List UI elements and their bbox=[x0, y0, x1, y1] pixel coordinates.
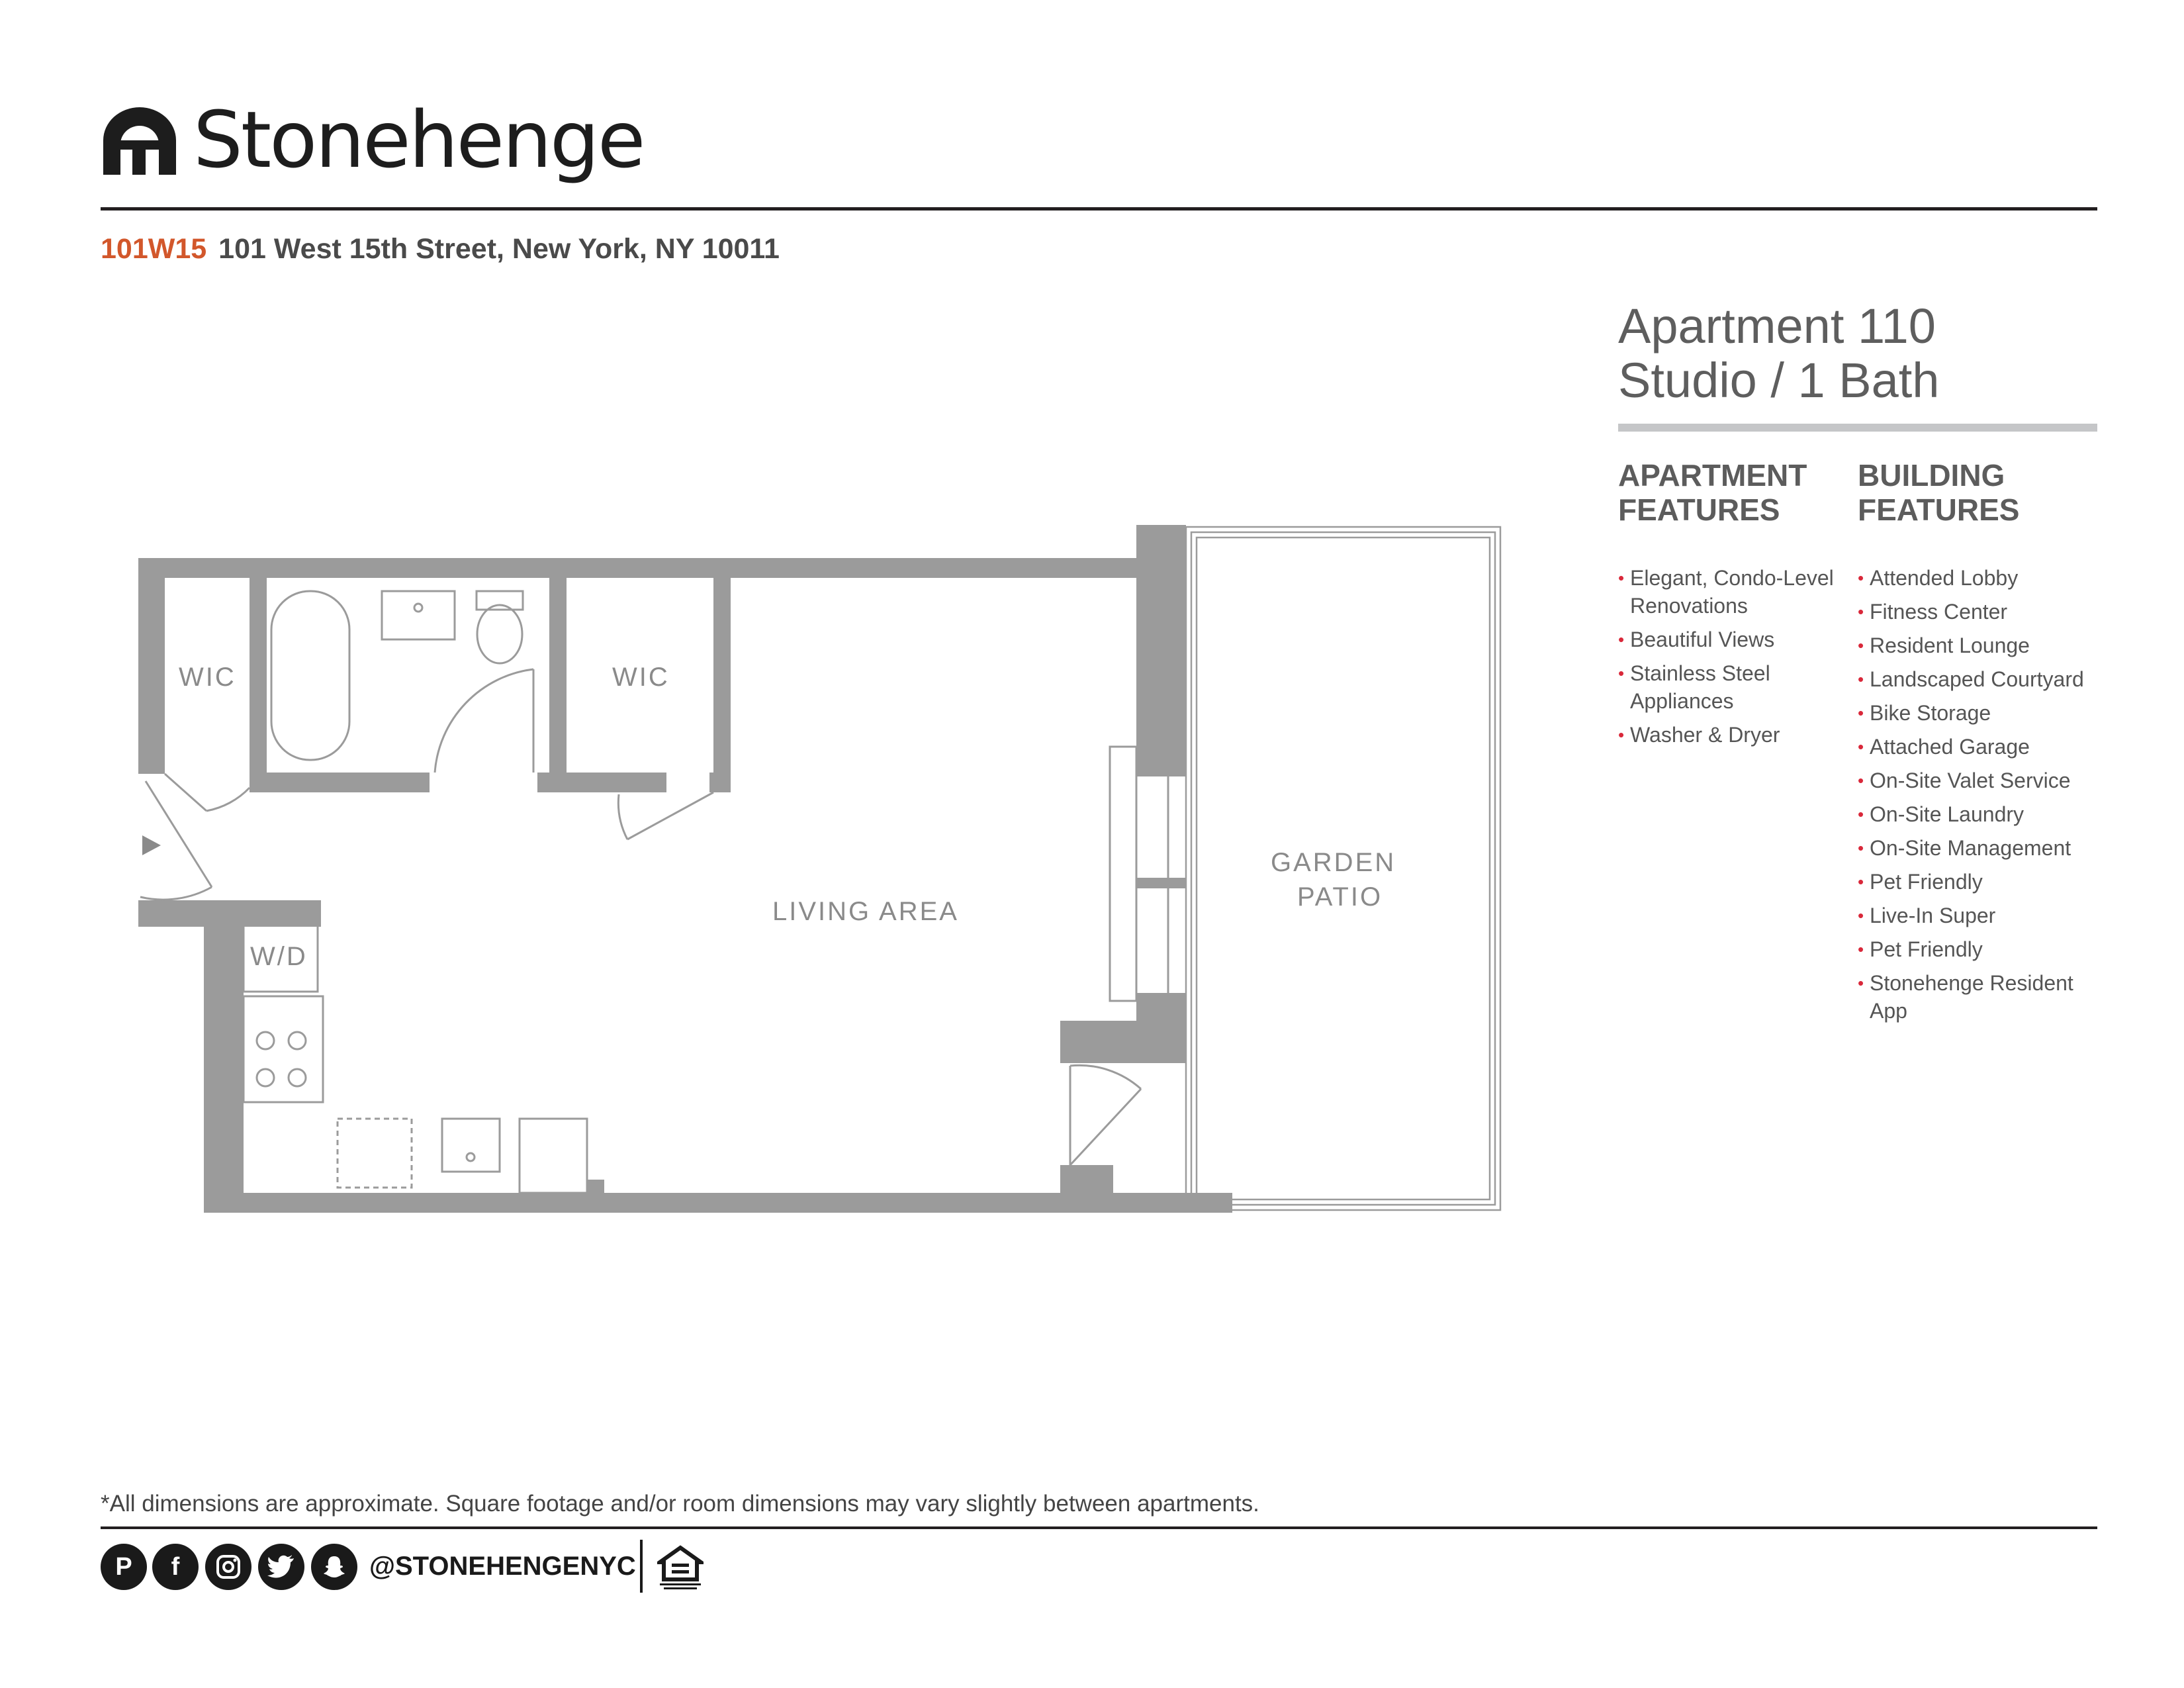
dishwasher bbox=[520, 1119, 587, 1193]
room-label-wic-right: WIC bbox=[612, 663, 670, 692]
social-handle[interactable]: @STONEHENGENYC bbox=[369, 1552, 636, 1581]
washer-dryer bbox=[244, 919, 318, 992]
list-item: • Resident Lounge bbox=[1858, 632, 2099, 659]
footer-vertical-divider bbox=[640, 1540, 643, 1593]
list-item: • Beautiful Views bbox=[1618, 626, 1846, 653]
snapchat-icon[interactable] bbox=[311, 1544, 357, 1590]
equal-housing-opportunity-icon bbox=[657, 1545, 704, 1591]
address-line bbox=[101, 233, 780, 265]
title-divider bbox=[1618, 424, 2097, 432]
bathroom-sink bbox=[382, 591, 455, 639]
building-features-list bbox=[1858, 564, 2099, 1031]
toilet-tank bbox=[477, 591, 523, 610]
walls bbox=[138, 525, 1232, 1213]
property-address: 101 West 15th Street, New York, NY 10011 bbox=[218, 233, 780, 265]
list-item: • Attended Lobby bbox=[1858, 564, 2099, 592]
instagram-icon[interactable] bbox=[205, 1544, 251, 1590]
room-labels bbox=[179, 663, 1396, 971]
room-label-wic-left: WIC bbox=[179, 663, 236, 692]
toilet-bowl bbox=[477, 605, 522, 663]
wall bbox=[588, 1180, 604, 1213]
apartment-features-heading-line2: FEATURES bbox=[1618, 492, 1780, 527]
list-item: • Landscaped Courtyard bbox=[1858, 665, 2099, 693]
kitchen-sink bbox=[442, 1119, 500, 1172]
twitter-icon[interactable] bbox=[258, 1544, 304, 1590]
list-item: • Attached Garage bbox=[1858, 733, 2099, 761]
wall bbox=[204, 1193, 1232, 1213]
wic-right-door-swing bbox=[618, 792, 713, 839]
facebook-icon[interactable]: f bbox=[152, 1544, 199, 1590]
wall bbox=[138, 900, 321, 927]
entry-door-swing bbox=[140, 781, 212, 900]
room-label-wd: W/D bbox=[250, 942, 308, 971]
room-label-garden: GARDEN bbox=[1271, 848, 1396, 877]
list-item: • Pet Friendly bbox=[1858, 935, 2099, 963]
apartment-features-list bbox=[1618, 564, 1846, 755]
list-item: • Bike Storage bbox=[1858, 699, 2099, 727]
wall bbox=[1136, 878, 1186, 888]
wall bbox=[1136, 993, 1186, 1063]
fixtures bbox=[140, 591, 1168, 1193]
wic-left-door-swing bbox=[165, 774, 250, 811]
property-code: 101W15 bbox=[101, 233, 207, 265]
footer-divider bbox=[101, 1526, 2097, 1529]
list-item: • On-Site Laundry bbox=[1858, 800, 2099, 828]
wall bbox=[204, 900, 244, 1213]
disclaimer: *All dimensions are approximate. Square footage and/or room dimensions may vary slightly between apartments. bbox=[101, 1491, 1259, 1517]
building-features-heading-line2: FEATURES bbox=[1858, 492, 2020, 527]
wall bbox=[1060, 1165, 1113, 1198]
wall bbox=[1060, 1021, 1186, 1063]
apartment-layout: Studio / 1 Bath bbox=[1618, 353, 1940, 408]
apartment-features-heading-line1: APARTMENT bbox=[1618, 458, 1807, 492]
bathtub bbox=[271, 591, 349, 760]
wall bbox=[1136, 525, 1186, 776]
wall bbox=[709, 773, 731, 792]
list-item: • Elegant, Condo-Level Renovations bbox=[1618, 564, 1846, 620]
list-item: • Pet Friendly bbox=[1858, 868, 2099, 896]
window-frame bbox=[1110, 747, 1136, 1001]
list-item: • Fitness Center bbox=[1858, 598, 2099, 626]
wall bbox=[250, 773, 430, 792]
counter-dashed bbox=[338, 1119, 412, 1188]
room-label-living-area: LIVING AREA bbox=[772, 897, 959, 926]
range bbox=[244, 996, 323, 1102]
wall bbox=[138, 558, 1136, 578]
building-features-heading bbox=[1858, 458, 2020, 527]
patio-door-swing bbox=[1070, 1065, 1141, 1165]
apartment-heading bbox=[1618, 299, 1939, 408]
apartment-features-heading bbox=[1618, 458, 1807, 527]
entry-arrow-icon bbox=[142, 835, 161, 855]
wall bbox=[537, 773, 666, 792]
list-item: • Stonehenge Resident App bbox=[1858, 969, 2099, 1025]
wall bbox=[713, 578, 731, 776]
list-item: • Stainless Steel Appliances bbox=[1618, 659, 1846, 715]
brand-name: Stonehenge bbox=[193, 94, 644, 185]
header-divider bbox=[101, 207, 2097, 211]
building-features-heading-line1: BUILDING bbox=[1858, 458, 2005, 492]
wall bbox=[549, 578, 567, 776]
list-item: • On-Site Management bbox=[1858, 834, 2099, 862]
pinterest-icon[interactable]: P bbox=[101, 1544, 147, 1590]
garden-patio bbox=[1186, 527, 1500, 1210]
room-label-patio: PATIO bbox=[1297, 882, 1383, 912]
wall bbox=[250, 578, 267, 776]
wall bbox=[138, 558, 165, 774]
bathroom-door-swing bbox=[435, 669, 533, 773]
list-item: • On-Site Valet Service bbox=[1858, 767, 2099, 794]
stonehenge-logo-icon bbox=[101, 106, 179, 175]
list-item: • Live-In Super bbox=[1858, 902, 2099, 929]
list-item: • Washer & Dryer bbox=[1618, 721, 1846, 749]
apartment-title: Apartment 110 bbox=[1618, 299, 1936, 353]
